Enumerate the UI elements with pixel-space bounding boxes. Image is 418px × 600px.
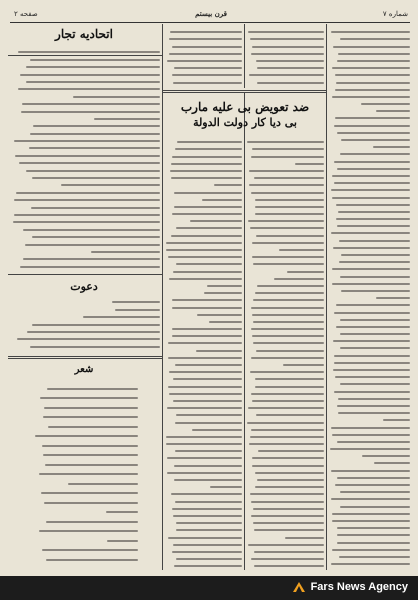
text-line (339, 556, 410, 558)
text-line (173, 82, 242, 84)
text-line (332, 549, 410, 551)
text-line (17, 338, 160, 340)
text-line (172, 74, 242, 76)
text-line (250, 38, 324, 40)
text-line (251, 393, 324, 395)
text-line (334, 362, 410, 364)
text-line (333, 340, 410, 342)
text-line (35, 435, 138, 437)
text-line (252, 256, 324, 258)
text-line (331, 232, 410, 234)
text-line (29, 147, 160, 149)
text-line (175, 501, 242, 503)
text-line (331, 498, 410, 500)
text-line (250, 371, 324, 373)
text-line (285, 537, 324, 539)
text-line (337, 534, 410, 536)
text-line (251, 558, 324, 560)
text-line (250, 436, 324, 438)
text-line (340, 347, 410, 349)
text-line (335, 376, 410, 378)
text-line (334, 182, 410, 184)
text-line (255, 199, 324, 201)
text-line (333, 247, 410, 249)
text-line (337, 168, 410, 170)
text-line (173, 271, 242, 273)
text-line (332, 268, 410, 270)
text-line (252, 457, 324, 459)
text-line (341, 290, 410, 292)
text-line (335, 89, 410, 91)
text-line (172, 328, 242, 330)
text-line (83, 316, 160, 318)
text-line (176, 263, 242, 265)
text-line (192, 429, 242, 431)
text-line (176, 558, 242, 560)
text-line (340, 333, 410, 335)
text-line (16, 192, 160, 194)
text-line (334, 312, 410, 314)
footer-bar (0, 576, 418, 600)
text-line (257, 479, 324, 481)
section-rule (163, 92, 326, 93)
text-line (340, 319, 410, 321)
text-line (47, 388, 138, 390)
text-line (170, 170, 242, 172)
text-line (340, 383, 410, 385)
text-line (253, 342, 324, 344)
poem-text (34, 380, 138, 568)
text-line (174, 479, 242, 481)
text-line (176, 414, 242, 416)
text-line (202, 199, 242, 201)
text-line (174, 192, 242, 194)
text-line (252, 400, 324, 402)
page-number: صفحه ۲ (14, 10, 38, 18)
text-line (336, 218, 410, 220)
text-line (46, 559, 138, 561)
text-line (30, 346, 160, 348)
text-line (340, 38, 410, 40)
text-line (169, 393, 242, 395)
text-line (173, 400, 242, 402)
text-line (94, 118, 160, 120)
text-line (253, 263, 324, 265)
text-line (337, 441, 410, 443)
text-line (172, 156, 242, 158)
text-line (376, 110, 410, 112)
text-line (336, 204, 410, 206)
text-line (340, 506, 410, 508)
text-line (33, 125, 160, 127)
text-line (279, 249, 324, 251)
text-line (334, 125, 410, 127)
article-column-right (330, 26, 410, 568)
text-line (115, 309, 160, 311)
text-line (252, 465, 324, 467)
text-line (18, 88, 160, 90)
text-line (207, 285, 242, 287)
text-line (337, 60, 410, 62)
column-divider (244, 24, 245, 88)
text-line (176, 522, 242, 524)
text-line (168, 256, 242, 258)
text-line (15, 155, 160, 157)
text-line (170, 31, 242, 33)
headline-invitation: دعوت (70, 280, 98, 293)
text-line (331, 427, 410, 429)
article-column-center-top-right (247, 26, 324, 88)
text-line (332, 96, 410, 98)
text-line (255, 206, 324, 208)
text-line (332, 434, 410, 436)
text-line (374, 462, 410, 464)
text-line (176, 529, 242, 531)
article-invitation-text (12, 296, 160, 352)
text-line (18, 51, 160, 53)
text-line (44, 407, 138, 409)
text-line (251, 429, 324, 431)
text-line (166, 242, 242, 244)
text-line (253, 522, 324, 524)
text-line (251, 307, 324, 309)
text-line (255, 213, 324, 215)
text-line (171, 235, 242, 237)
text-line (248, 407, 324, 409)
text-line (172, 299, 242, 301)
text-line (39, 530, 138, 532)
text-line (274, 278, 324, 280)
text-line (190, 220, 242, 222)
text-line (30, 59, 160, 61)
text-line (91, 251, 160, 253)
text-line (253, 321, 324, 323)
text-line (41, 492, 138, 494)
text-line (254, 177, 324, 179)
text-line (336, 326, 410, 328)
text-line (175, 422, 242, 424)
text-line (32, 177, 160, 179)
text-line (337, 405, 410, 407)
text-line (171, 177, 242, 179)
text-line (172, 335, 242, 337)
text-line (331, 470, 410, 472)
text-line (337, 542, 410, 544)
text-line (30, 133, 160, 135)
text-line (174, 565, 242, 567)
text-line (249, 443, 324, 445)
text-line (337, 225, 410, 227)
text-line (338, 398, 410, 400)
text-line (169, 371, 242, 373)
text-line (68, 483, 138, 485)
article-column-center-left (166, 136, 242, 568)
text-line (173, 515, 242, 517)
text-line (257, 82, 324, 84)
text-line (250, 227, 324, 229)
text-line (19, 162, 160, 164)
text-line (255, 378, 324, 380)
text-line (20, 266, 160, 268)
text-line (168, 357, 242, 359)
issue-number: شماره ۷ (382, 10, 408, 18)
text-line (338, 412, 410, 414)
text-line (256, 235, 324, 237)
text-line (209, 321, 242, 323)
text-line (255, 292, 324, 294)
text-line (249, 184, 324, 186)
headline-center: ضد تعویض بی علیه مارب (180, 100, 310, 114)
text-line (255, 472, 324, 474)
text-line (252, 314, 324, 316)
text-line (26, 170, 160, 172)
text-line (176, 227, 242, 229)
text-line (40, 397, 138, 399)
text-line (22, 103, 160, 105)
text-line (168, 537, 242, 539)
text-line (13, 221, 160, 223)
text-line (167, 60, 242, 62)
text-line (254, 551, 324, 553)
text-line (251, 53, 324, 55)
text-line (248, 220, 324, 222)
text-line (334, 161, 410, 163)
text-line (258, 450, 324, 452)
agency-name: Fars News Agency (310, 581, 408, 593)
text-line (172, 213, 242, 215)
text-line (173, 544, 242, 546)
headline-unions: اتحادیه تجار (55, 27, 113, 41)
text-line (172, 307, 242, 309)
text-line (341, 139, 410, 141)
text-line (335, 484, 410, 486)
text-line (32, 236, 160, 238)
text-line (361, 103, 410, 105)
text-line (175, 148, 242, 150)
text-line (166, 249, 242, 251)
text-line (169, 53, 242, 55)
text-line (256, 414, 324, 416)
text-line (251, 501, 324, 503)
text-line (174, 67, 242, 69)
text-line (253, 299, 324, 301)
text-line (248, 544, 324, 546)
text-line (248, 31, 324, 33)
text-line (168, 342, 242, 344)
header-rule (10, 22, 410, 23)
text-line (331, 189, 410, 191)
text-line (341, 254, 410, 256)
text-line (336, 304, 410, 306)
text-line (177, 141, 242, 143)
text-line (336, 82, 410, 84)
text-line (196, 350, 242, 352)
text-line (255, 386, 324, 388)
text-line (331, 563, 410, 565)
text-line (25, 244, 160, 246)
text-line (251, 192, 324, 194)
text-line (173, 378, 242, 380)
text-line (283, 364, 324, 366)
text-line (335, 74, 410, 76)
text-line (256, 350, 324, 352)
text-line (14, 214, 160, 216)
text-line (42, 549, 138, 551)
text-line (26, 81, 160, 83)
text-line (334, 391, 410, 393)
text-line (32, 324, 160, 326)
text-line (247, 141, 324, 143)
text-line (287, 271, 324, 273)
text-line (107, 540, 138, 542)
text-line (26, 66, 160, 68)
text-line (253, 508, 324, 510)
text-line (172, 46, 242, 48)
agency-logo-icon (292, 581, 306, 593)
text-line (331, 31, 410, 33)
text-line (23, 229, 160, 231)
text-line (373, 146, 410, 148)
text-line (197, 314, 242, 316)
text-line (332, 283, 410, 285)
text-line (247, 422, 324, 424)
agency-brand (292, 581, 408, 593)
text-line (339, 261, 410, 263)
text-line (44, 502, 138, 504)
text-line (332, 175, 410, 177)
text-line (106, 511, 138, 513)
text-line (73, 96, 160, 98)
text-line (332, 513, 410, 515)
text-line (337, 477, 410, 479)
text-line (175, 450, 242, 452)
text-line (337, 527, 410, 529)
text-line (257, 67, 324, 69)
text-line (204, 292, 242, 294)
text-line (175, 364, 242, 366)
headline-center-sub: بی دیا کار دولت الدولة (193, 116, 297, 129)
text-line (252, 46, 324, 48)
text-line (334, 355, 410, 357)
text-line (257, 285, 324, 287)
text-line (43, 454, 138, 456)
text-line (39, 473, 138, 475)
text-line (42, 445, 138, 447)
text-line (251, 515, 324, 517)
text-line (172, 508, 242, 510)
article-unions-text (12, 46, 160, 270)
text-line (335, 117, 410, 119)
text-line (210, 486, 242, 488)
column-divider (244, 92, 245, 570)
text-line (171, 493, 242, 495)
text-line (340, 276, 410, 278)
text-line (174, 465, 242, 467)
text-line (332, 197, 410, 199)
text-line (167, 407, 242, 409)
text-line (252, 148, 324, 150)
section-rule (8, 356, 162, 357)
text-line (254, 529, 324, 531)
paper-name: قرن بیستم (195, 9, 227, 18)
text-line (337, 132, 410, 134)
text-line (252, 335, 324, 337)
text-line (112, 301, 160, 303)
section-rule (8, 358, 162, 359)
text-line (21, 111, 160, 113)
text-line (166, 443, 242, 445)
text-line (255, 486, 324, 488)
text-line (166, 436, 242, 438)
text-line (340, 491, 410, 493)
text-line (27, 331, 160, 333)
text-line (251, 357, 324, 359)
text-line (251, 328, 324, 330)
text-line (252, 242, 324, 244)
text-line (48, 426, 138, 428)
text-line (256, 60, 324, 62)
text-line (332, 67, 410, 69)
text-line (338, 211, 410, 213)
section-rule (163, 90, 326, 91)
text-line (376, 297, 410, 299)
text-line (362, 455, 410, 457)
text-line (172, 551, 242, 553)
text-line (168, 386, 242, 388)
text-line (251, 156, 324, 158)
text-line (339, 240, 410, 242)
column-divider (326, 24, 327, 570)
text-line (14, 140, 160, 142)
text-line (250, 493, 324, 495)
text-line (46, 521, 138, 523)
text-line (333, 46, 410, 48)
text-line (169, 278, 242, 280)
section-rule (8, 274, 162, 275)
text-line (295, 163, 324, 165)
text-line (332, 520, 410, 522)
text-line (333, 369, 410, 371)
page-header (14, 8, 408, 22)
text-line (214, 184, 242, 186)
text-line (330, 448, 410, 450)
text-line (61, 184, 160, 186)
text-line (169, 38, 242, 40)
text-line (23, 258, 160, 260)
headline-poem: شعر (74, 364, 94, 375)
column-divider (162, 24, 163, 570)
text-line (43, 416, 138, 418)
text-line (254, 565, 324, 567)
text-line (45, 464, 138, 466)
text-line (383, 419, 410, 421)
text-line (167, 457, 242, 459)
text-line (167, 472, 242, 474)
article-column-center-right (247, 136, 324, 568)
text-line (249, 170, 324, 172)
text-line (174, 206, 242, 208)
text-line (31, 207, 160, 209)
text-line (340, 153, 410, 155)
text-line (171, 163, 242, 165)
text-line (249, 74, 324, 76)
text-line (14, 199, 160, 201)
article-column-center-top-left (166, 26, 242, 88)
text-line (20, 74, 160, 76)
text-line (338, 53, 410, 55)
